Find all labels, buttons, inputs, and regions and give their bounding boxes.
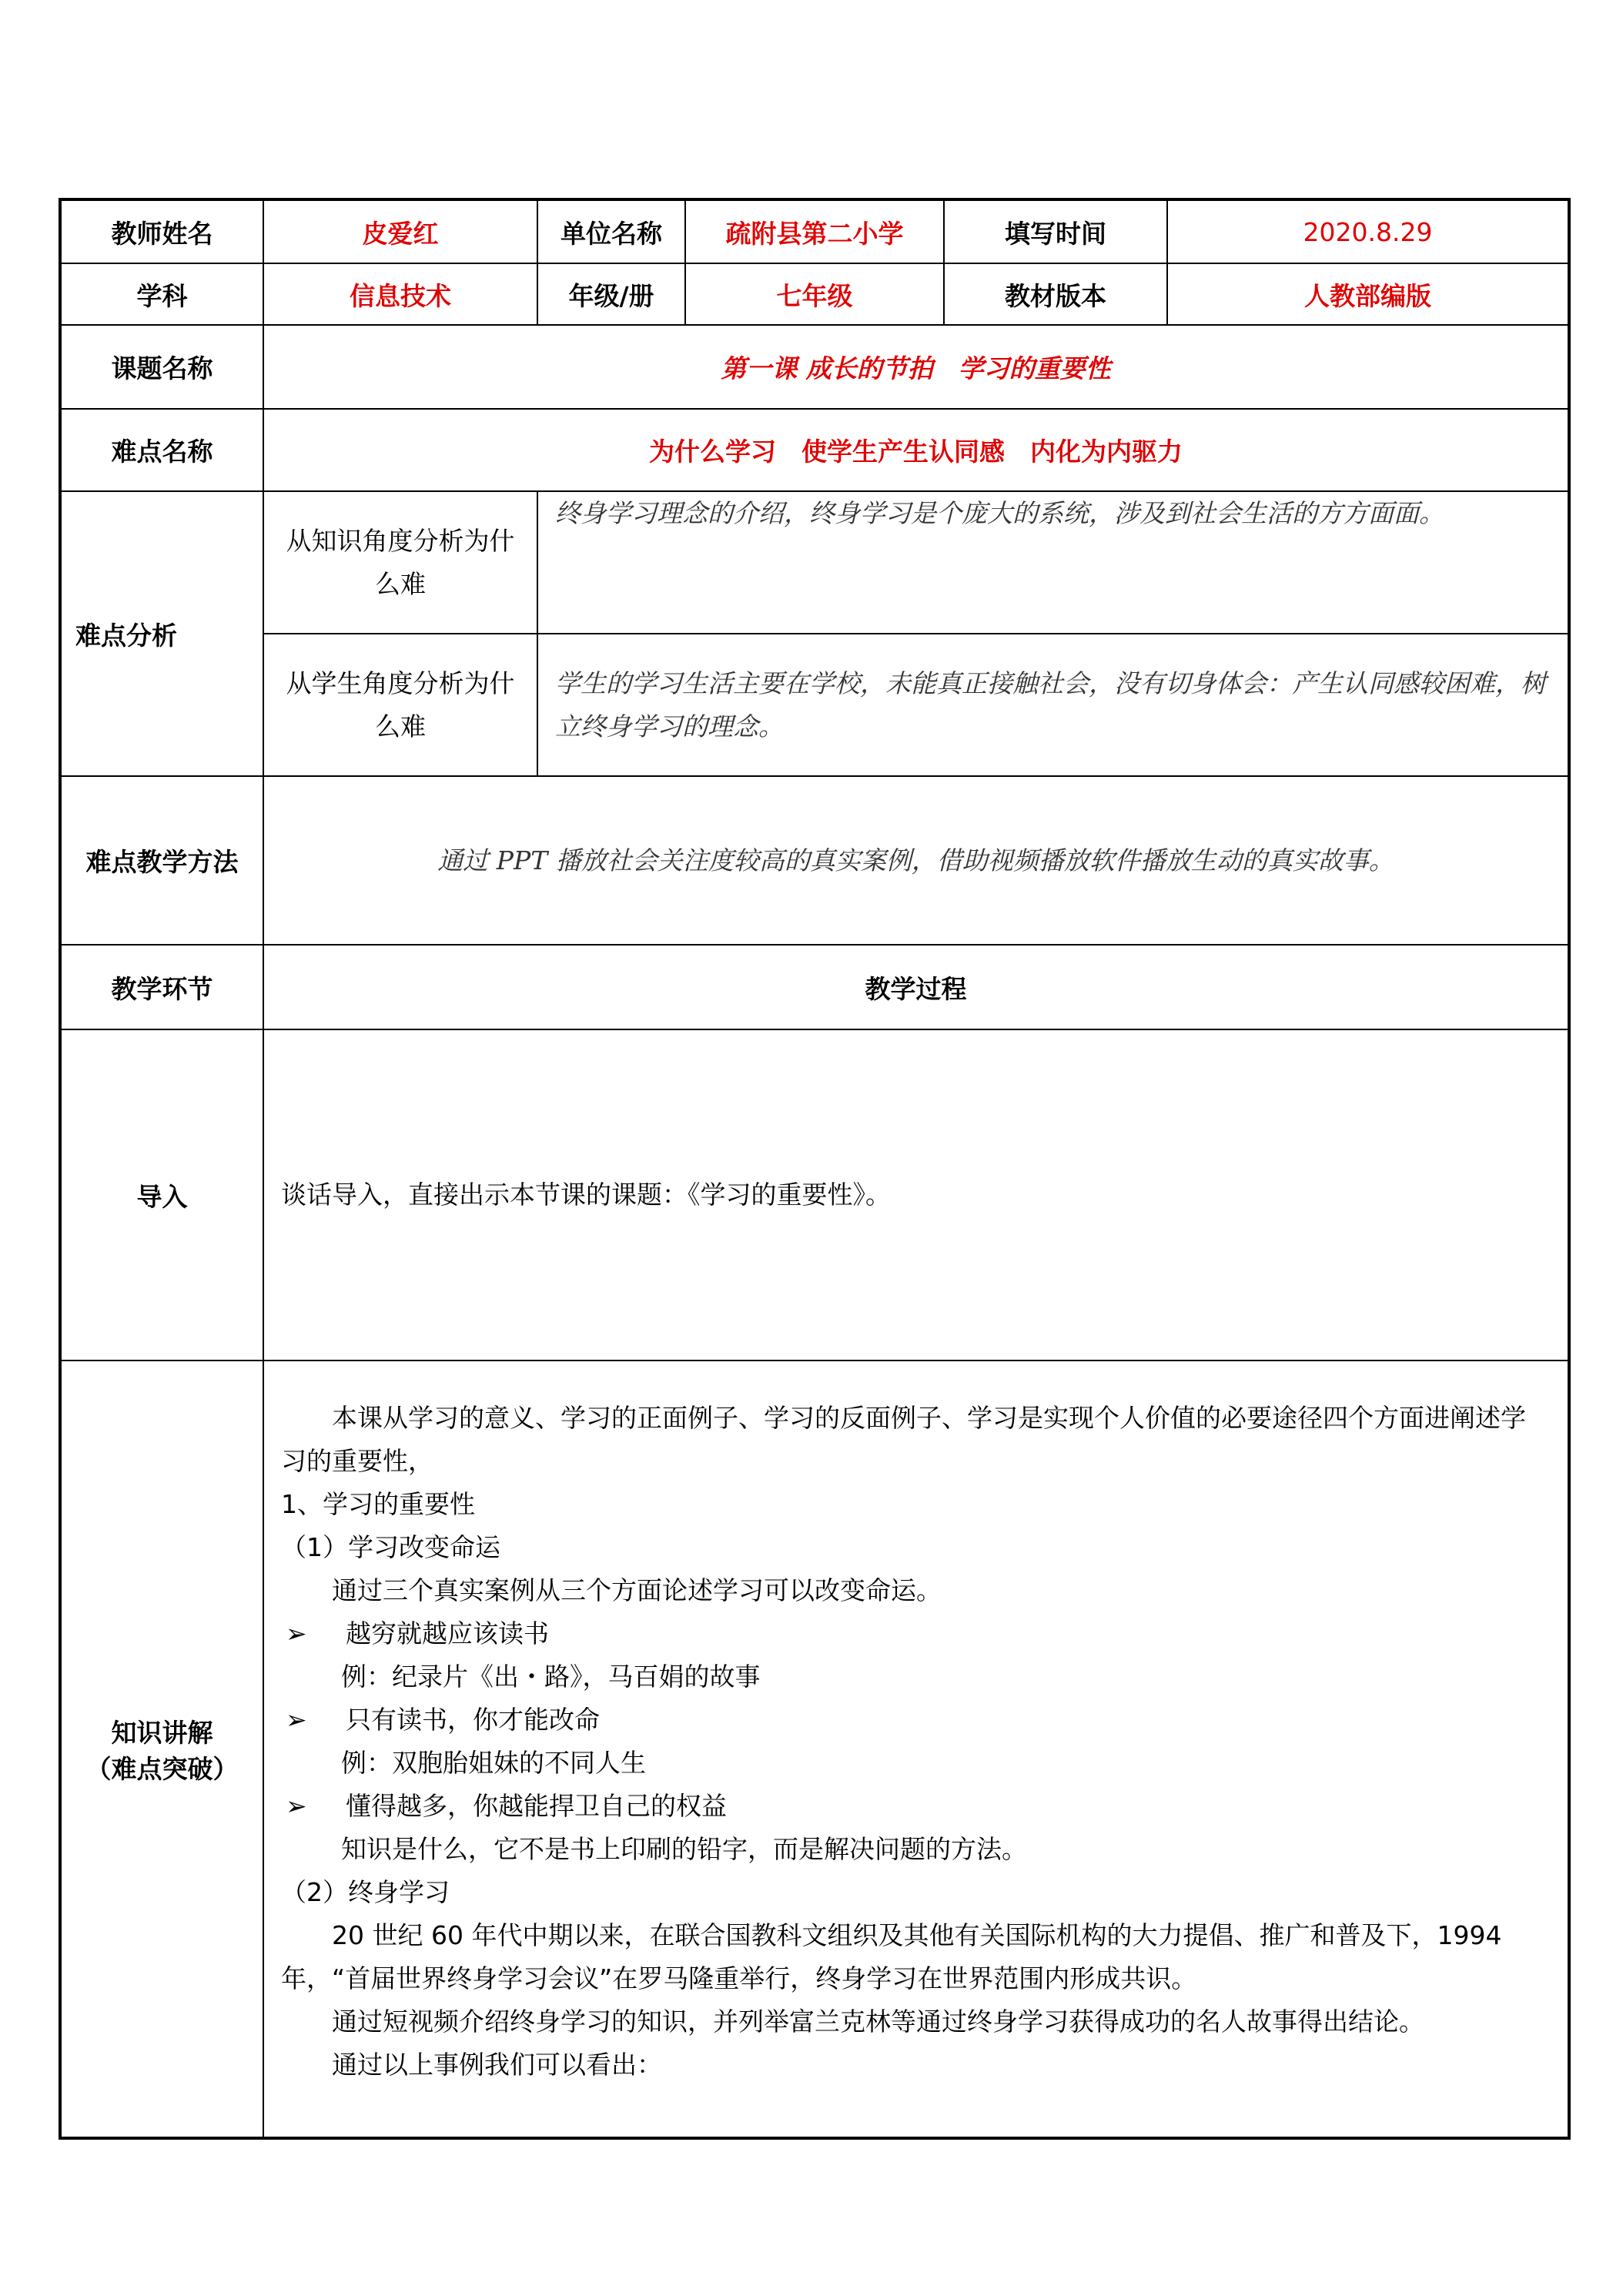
lifelong-paragraph-2: 通过短视频介绍终身学习的知识，并列举富兰克林等通过终身学习获得成功的名人故事得出结论。 <box>332 2006 1424 2037</box>
grade-label: 年级/册 <box>537 263 685 325</box>
topic-label: 课题名称 <box>60 325 263 409</box>
arrow-bullet-icon: ➢ <box>286 1618 307 1648</box>
list-item <box>281 1699 1551 1742</box>
bullet-example: 例：双胞胎姐妹的不同人生 <box>341 1748 646 1778</box>
student-angle-text: 学生的学习生活主要在学校，未能真正接触社会，没有切身体会：产生认同感较困难，树立终身学习的理念。 <box>555 668 1546 741</box>
teacher-label: 教师姓名 <box>60 199 263 263</box>
edition-label: 教材版本 <box>944 263 1167 325</box>
subsection-heading-2: （2）终身学习 <box>281 1877 450 1907</box>
unit-value: 疏附县第二小学 <box>685 199 944 263</box>
edition-value: 人教部编版 <box>1167 263 1569 325</box>
student-angle-cell <box>263 634 537 776</box>
knowledge-intro-paragraph: 本课从学习的意义、学习的正面例子、学习的反面例子、学习是实现个人价值的必要途径四个方面进阐述学习的重要性， <box>281 1403 1526 1476</box>
arrow-bullet-icon: ➢ <box>286 1705 307 1735</box>
section-heading-1: 1、学习的重要性 <box>281 1489 475 1519</box>
subsection-heading-1: （1）学习改变命运 <box>281 1532 500 1562</box>
bullet-example: 例：纪录片《出・路》，马百娟的故事 <box>341 1662 761 1692</box>
grade-value: 七年级 <box>685 263 944 325</box>
intro-text-cell <box>263 1029 1569 1361</box>
analysis-label: 难点分析 <box>60 491 263 776</box>
student-angle-text-cell <box>537 634 1569 776</box>
intro-text: 谈话导入，直接出示本节课的课题：《学习的重要性》。 <box>281 1180 891 1210</box>
method-text-cell <box>263 776 1569 945</box>
bullet-example: 知识是什么，它不是书上印刷的铅字，而是解决问题的方法。 <box>341 1834 1027 1864</box>
knowledge-angle-text: 终身学习理念的介绍，终身学习是个庞大的系统，涉及到社会生活的方方面面。 <box>555 498 1444 528</box>
method-label: 难点教学方法 <box>60 776 263 945</box>
knowledge-angle-text-cell <box>537 491 1569 634</box>
teacher-value: 皮爱红 <box>263 199 537 263</box>
method-text: 通过 PPT 播放社会关注度较高的真实案例，借助视频播放软件播放生动的真实故事。 <box>437 845 1394 875</box>
date-label: 填写时间 <box>944 199 1167 263</box>
subject-value: 信息技术 <box>263 263 537 325</box>
knowledge-content-cell <box>263 1361 1569 2138</box>
unit-label: 单位名称 <box>537 199 685 263</box>
difficulty-value: 为什么学习 使学生产生认同感 内化为内驱力 <box>263 409 1569 491</box>
bullet-text: 越穷就越应该读书 <box>346 1618 549 1648</box>
knowledge-label-cell <box>60 1361 263 2138</box>
stage-header: 教学环节 <box>60 945 263 1029</box>
topic-value: 第一课 成长的节拍 学习的重要性 <box>263 325 1569 409</box>
student-angle-label: 从学生角度分析为什么难 <box>286 668 515 741</box>
lesson-plan-table <box>59 198 1571 2140</box>
knowledge-angle-cell <box>263 491 537 634</box>
list-item <box>281 1785 1551 1828</box>
lifelong-paragraph-3: 通过以上事例我们可以看出： <box>332 2050 662 2080</box>
subject-label: 学科 <box>60 263 263 325</box>
process-header: 教学过程 <box>263 945 1569 1029</box>
intro-label: 导入 <box>60 1029 263 1361</box>
knowledge-label-line2: （难点突破） <box>85 1753 239 1784</box>
lifelong-paragraph-1: 20 世纪 60 年代中期以来，在联合国教科文组织及其他有关国际机构的大力提倡、推广和普及下，1994 年，“首届世界终身学习会议”在罗马隆重举行，终身学习在世界范围内形成共识。 <box>281 1920 1502 1993</box>
difficulty-label: 难点名称 <box>60 409 263 491</box>
list-item <box>281 1612 1551 1655</box>
arrow-bullet-icon: ➢ <box>286 1791 307 1821</box>
subsection-1-text: 通过三个真实案例从三个方面论述学习可以改变命运。 <box>332 1575 942 1605</box>
knowledge-label-line1: 知识讲解 <box>111 1717 213 1748</box>
knowledge-angle-label: 从知识角度分析为什么难 <box>286 525 515 599</box>
date-value: 2020.8.29 <box>1167 199 1569 263</box>
bullet-text: 只有读书，你才能改命 <box>346 1705 600 1735</box>
bullet-text: 懂得越多，你越能捍卫自己的权益 <box>346 1791 727 1821</box>
